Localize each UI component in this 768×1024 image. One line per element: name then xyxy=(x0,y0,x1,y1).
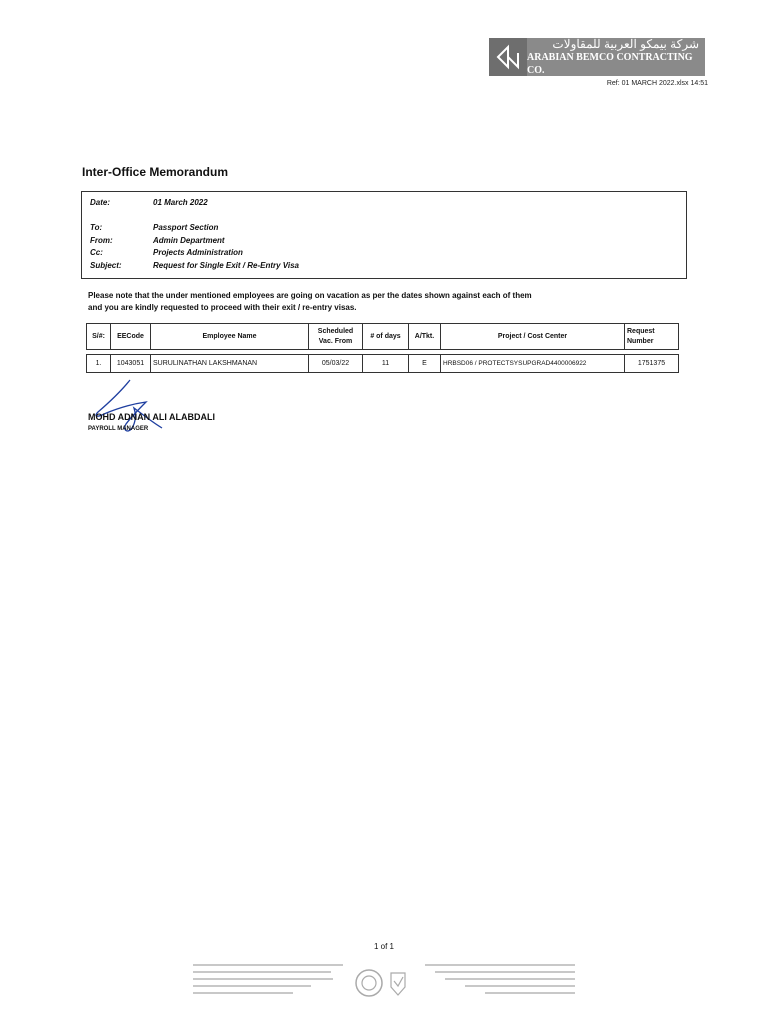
date-value: 01 March 2022 xyxy=(153,198,208,207)
col-header-project: Project / Cost Center xyxy=(441,324,625,350)
footer-address-arabic xyxy=(425,964,575,999)
subject-label: Subject: xyxy=(90,261,122,270)
date-row xyxy=(90,198,208,207)
cell-ticket: E xyxy=(409,355,441,373)
cc-value: Projects Administration xyxy=(153,248,243,257)
to-value: Passport Section xyxy=(153,223,219,232)
company-logo-icon xyxy=(489,38,527,76)
to-row xyxy=(90,223,218,232)
note-line-1: Please note that the under mentioned employees are going on vacation as per the dates shown against each of them xyxy=(88,291,532,300)
company-name-english: ARABIAN BEMCO CONTRACTING CO. xyxy=(527,52,693,76)
col-header-vac-from: Scheduled Vac. From xyxy=(309,324,363,350)
footer-certification-logos xyxy=(353,965,413,1001)
page-number: 1 of 1 xyxy=(373,942,394,951)
date-label: Date: xyxy=(90,198,111,207)
company-logo xyxy=(489,38,705,76)
cell-employee-name: SURULINATHAN LAKSHMANAN xyxy=(151,355,309,373)
signer-name: MOHD ADNAN ALI ALABDALI xyxy=(88,412,215,422)
col-header-serial: S/#: xyxy=(87,324,111,350)
from-row xyxy=(90,236,225,245)
cell-days: 11 xyxy=(363,355,409,373)
reference-line: Ref: 01 MARCH 2022.xlsx 14:51 xyxy=(606,80,708,87)
cell-request-number: 1751375 xyxy=(625,355,679,373)
cell-serial: 1. xyxy=(87,355,111,373)
table-row xyxy=(87,355,679,373)
memo-header-box xyxy=(81,191,687,279)
footer-address-english xyxy=(193,964,343,999)
col-header-eecode: EECode xyxy=(111,324,151,350)
cell-project: HRBSD06 / PROTECTSYSUPGRAD4400006922 xyxy=(441,355,625,373)
from-label: From: xyxy=(90,236,113,245)
col-header-days: # of days xyxy=(363,324,409,350)
table-header-row xyxy=(87,324,679,350)
subject-value: Request for Single Exit / Re-Entry Visa xyxy=(153,261,299,270)
col-header-employee-name: Employee Name xyxy=(151,324,309,350)
employee-table xyxy=(86,323,679,373)
cc-row xyxy=(90,248,243,257)
note-line-2: and you are kindly requested to proceed with their exit / re-entry visas. xyxy=(88,303,357,312)
col-header-ticket: A/Tkt. xyxy=(409,324,441,350)
signer-title: PAYROLL MANAGER xyxy=(88,426,149,432)
col-header-request-number: Request Number xyxy=(625,324,679,350)
cc-label: Cc: xyxy=(90,248,103,257)
cell-eecode: 1043051 xyxy=(111,355,151,373)
memo-title: Inter-Office Memorandum xyxy=(82,165,229,179)
to-label: To: xyxy=(90,223,103,232)
company-name-arabic: شركة بيمكو العربية للمقاولات xyxy=(552,38,699,51)
handwritten-signature xyxy=(92,378,172,444)
memo-note xyxy=(88,290,648,314)
cell-vac-from: 05/03/22 xyxy=(309,355,363,373)
subject-row xyxy=(90,261,299,270)
from-value: Admin Department xyxy=(153,236,225,245)
